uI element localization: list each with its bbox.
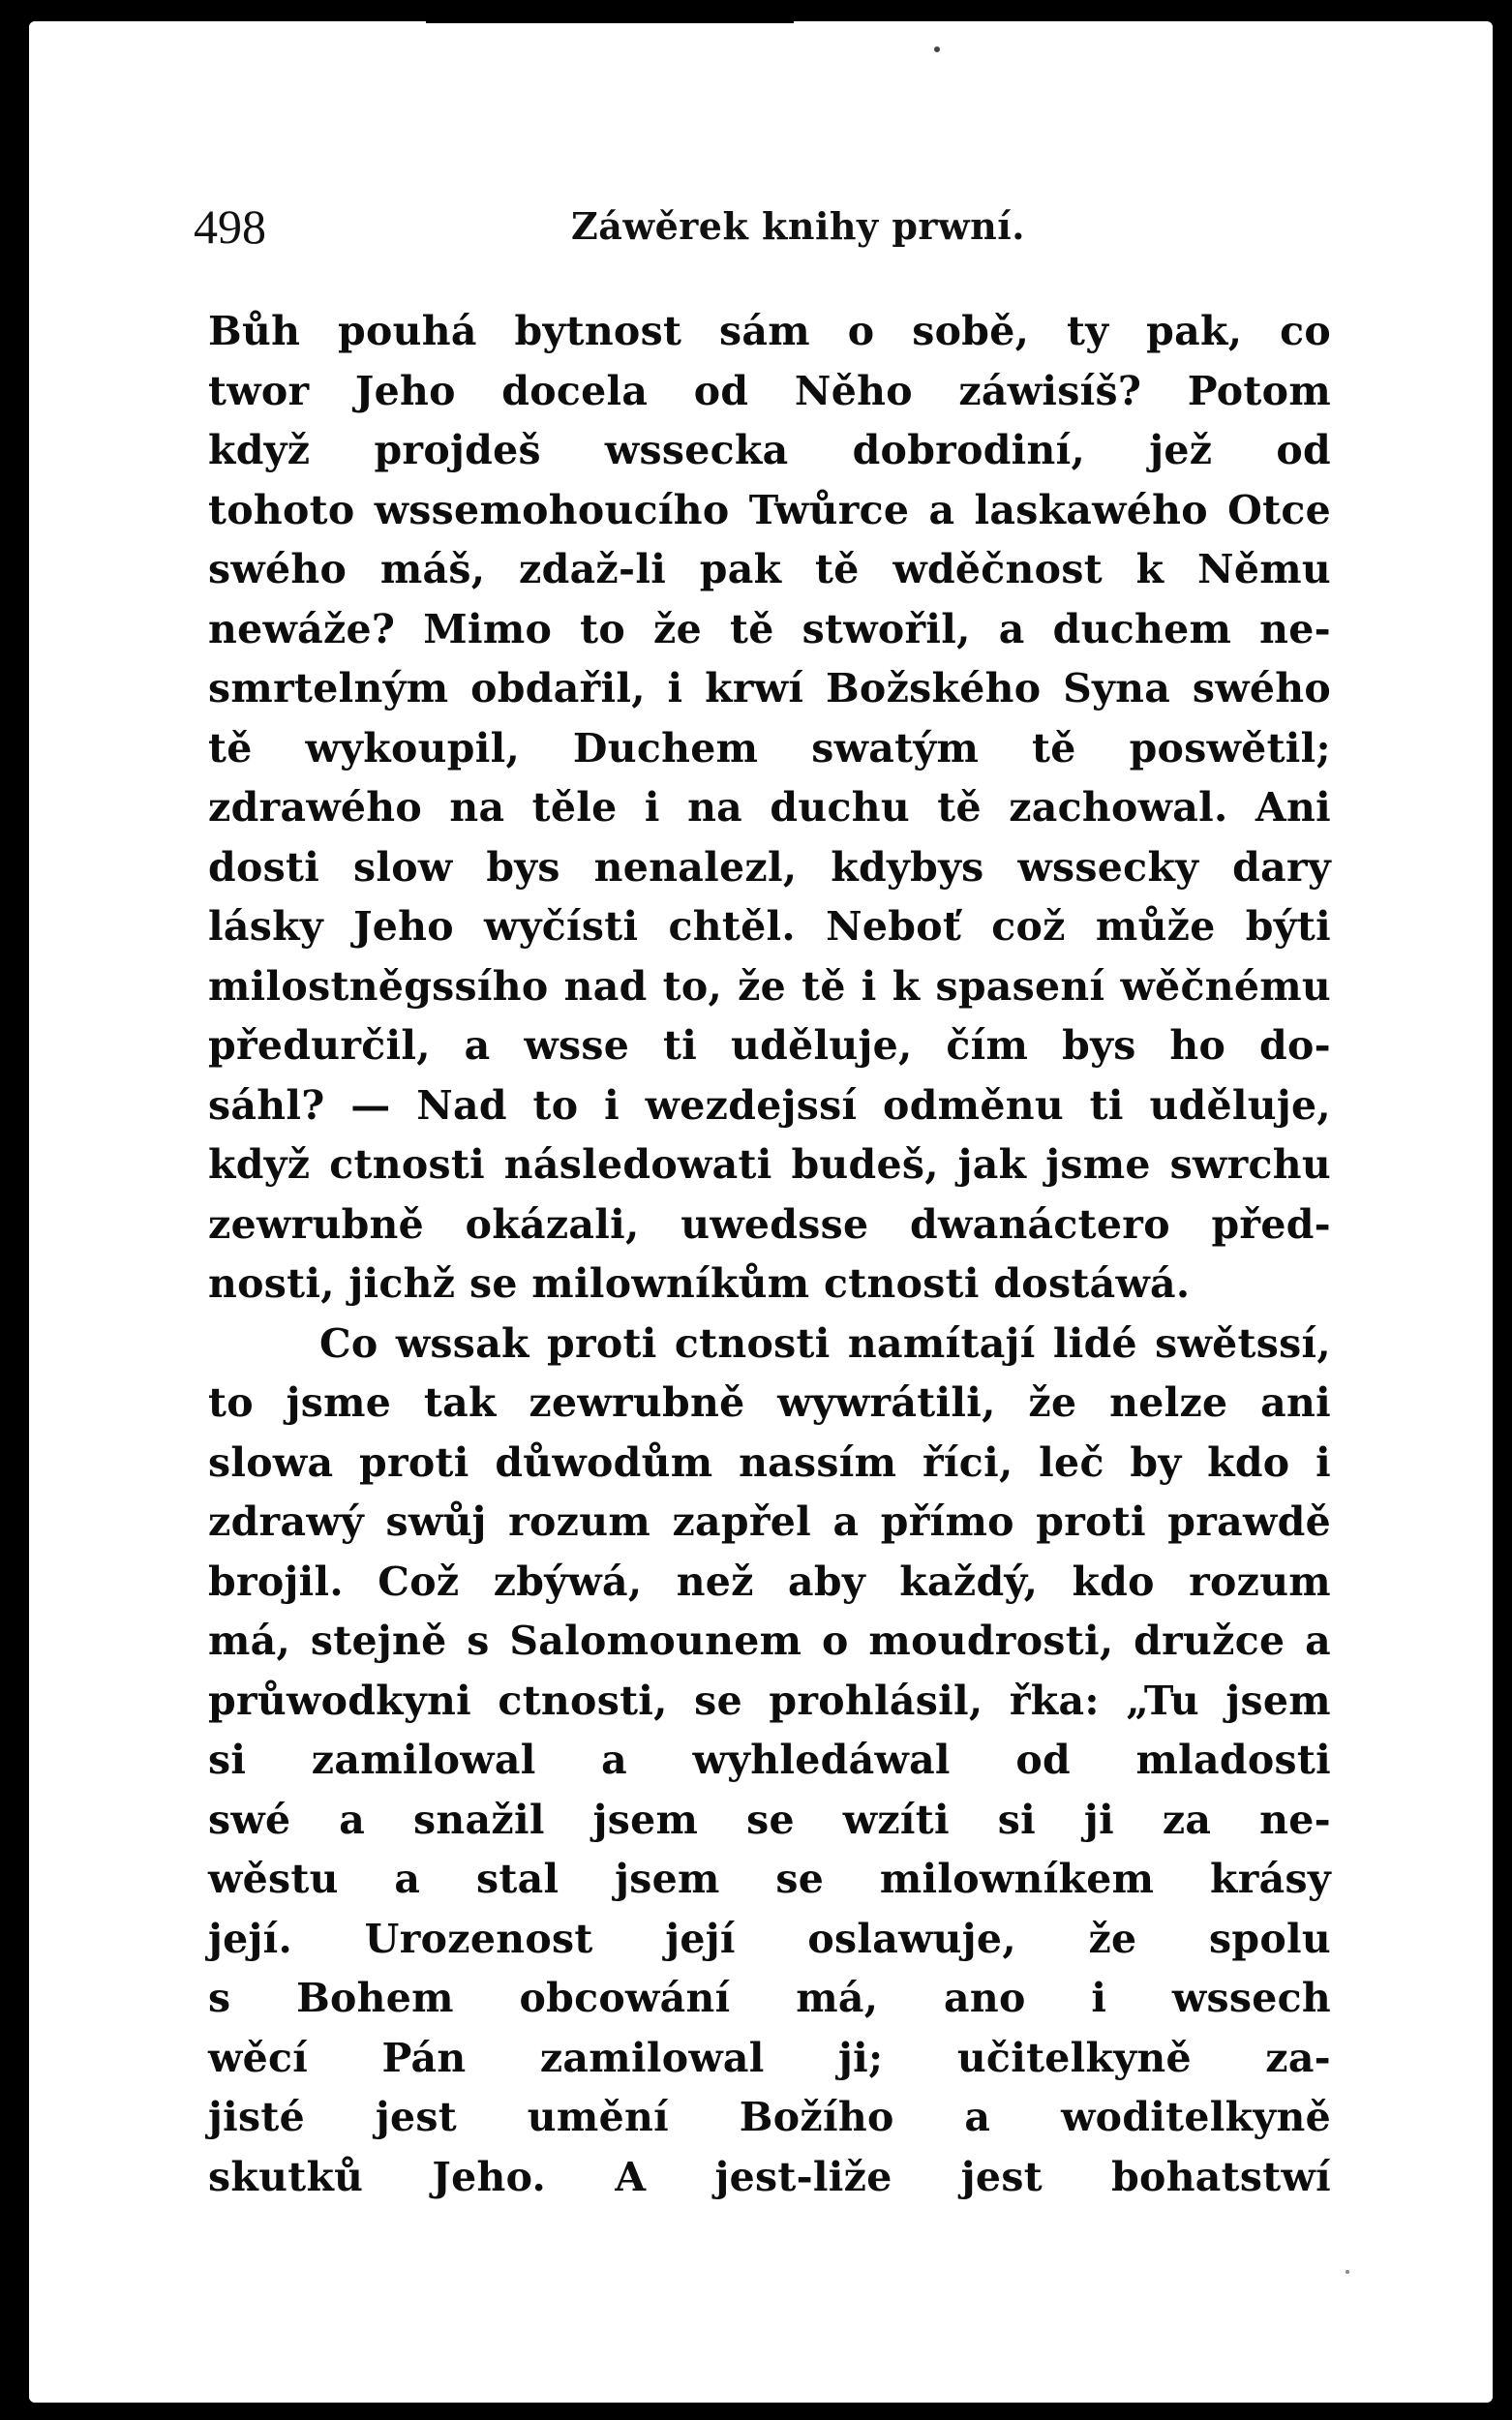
- text-line: brojil. Což zbýwá, než aby každý, kdo rozum: [208, 1558, 1331, 1605]
- text-line: její. Urozenost její oslawuje, že spolu: [208, 1915, 1331, 1962]
- page-number: 498: [194, 199, 266, 254]
- text-line: skutků Jeho. A jest-liže jest bohatstwí: [208, 2153, 1331, 2200]
- text-line: slowa proti důwodům nassím říci, leč by kdo i: [208, 1438, 1331, 1486]
- text-line: dosti slow bys nenalezl, kdybys wssecky dary: [208, 843, 1331, 891]
- text-line: sáhl? — Nad to i wezdejssí odměnu ti uděluje,: [208, 1081, 1331, 1129]
- text-line: zewrubně okázali, uwedsse dwanáctero před-: [208, 1200, 1331, 1248]
- running-title: Záwěrek knihy prwní.: [571, 204, 1025, 248]
- text-line: swého máš, zdaž-li pak tě wděčnost k Němu: [208, 546, 1331, 592]
- text-line: smrtelným obdařil, i krwí Božského Syna swého: [208, 665, 1331, 711]
- text-line: swé a snažil jsem se wzíti si ji za ne-: [208, 1796, 1331, 1843]
- text-line: průwodkyni ctnosti, se prohlásil, řka: „Tu jsem: [208, 1677, 1331, 1724]
- text-line: tohoto wssemohoucího Twůrce a laskawého Otce: [208, 486, 1331, 533]
- text-line: to jsme tak zewrubně wywrátili, že nelze ani: [208, 1379, 1331, 1426]
- text-line: zdrawý swůj rozum zapřel a přímo proti prawdě: [208, 1498, 1331, 1545]
- text-line: předurčil, a wsse ti uděluje, čím bys ho do-: [208, 1022, 1331, 1069]
- text-line: Bůh pouhá bytnost sám o sobě, ty pak, co: [208, 308, 1331, 354]
- text-line: wěstu a stal jsem se milowníkem krásy: [208, 1856, 1331, 1902]
- scan-edge: [426, 0, 794, 23]
- text-line: lásky Jeho wyčísti chtěl. Neboť což může býti: [208, 903, 1331, 950]
- text-line: Co wssak proti ctnosti namítají lidé swětssí,: [319, 1319, 1331, 1367]
- scan-speck: [1346, 2270, 1349, 2274]
- text-line: když ctnosti následowati budeš, jak jsme swrchu: [208, 1141, 1331, 1188]
- text-line: když projdeš wssecka dobrodiní, jež od: [208, 427, 1331, 473]
- body-text: [208, 302, 1331, 2207]
- text-line: tě wykoupil, Duchem swatým tě poswětil;: [208, 724, 1331, 771]
- text-line: wěcí Pán zamilowal ji; učitelkyně za-: [208, 2034, 1331, 2081]
- text-line: s Bohem obcowání má, ano i wssech: [208, 1975, 1331, 2021]
- text-line: si zamilowal a wyhledáwal od mladosti: [208, 1737, 1331, 1783]
- text-line: newáže? Mimo to že tě stwořil, a duchem ne-: [208, 605, 1331, 652]
- text-line: zdrawého na těle i na duchu tě zachowal. Ani: [208, 784, 1331, 831]
- page-header: [194, 198, 1336, 266]
- text-line: nosti, jichž se milowníkům ctnosti dostáwá.: [208, 1260, 1191, 1307]
- text-line: twor Jeho docela od Něho záwisíš? Potom: [208, 367, 1331, 414]
- text-line: jisté jest umění Božího a woditelkyně: [208, 2094, 1331, 2140]
- scan-speck: [934, 46, 940, 52]
- text-line: má, stejně s Salomounem o moudrosti, družce a: [208, 1618, 1331, 1664]
- text-line: milostněgssího nad to, že tě i k spasení wěčnému: [208, 962, 1331, 1010]
